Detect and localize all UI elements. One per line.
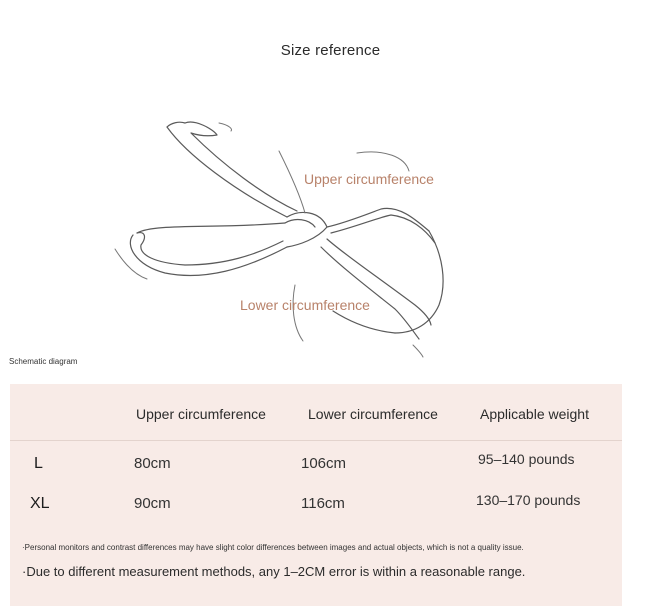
row-l-lower: 106cm [301,455,347,472]
bra-outline-drawing [95,105,475,365]
color-difference-note: ·Personal monitors and contrast differences may have slight color differences between images and actual objects, which is not a quality issue. [22,543,524,552]
row-xl-upper: 90cm [134,495,171,512]
garment-schematic-diagram [95,105,475,365]
row-xl-lower: 116cm [301,495,345,512]
page-title: Size reference [280,42,381,59]
lower-circumference-label: Lower circumference [240,297,370,313]
measurement-error-note: ·Due to different measurement methods, any 1–2CM error is within a reasonable range. [22,564,526,579]
diagram-caption: Schematic diagram [9,357,78,366]
table-divider [10,440,622,441]
row-l-weight: 95–140 pounds [478,451,575,467]
size-label-l: L [34,455,43,472]
header-upper-circumference: Upper circumference [136,406,266,422]
row-l-upper: 80cm [134,455,171,472]
size-label-xl: XL [30,495,50,512]
header-applicable-weight: Applicable weight [480,406,589,422]
row-xl-weight: 130–170 pounds [476,492,581,508]
header-lower-circumference: Lower circumference [308,406,438,422]
upper-circumference-label: Upper circumference [304,171,434,187]
